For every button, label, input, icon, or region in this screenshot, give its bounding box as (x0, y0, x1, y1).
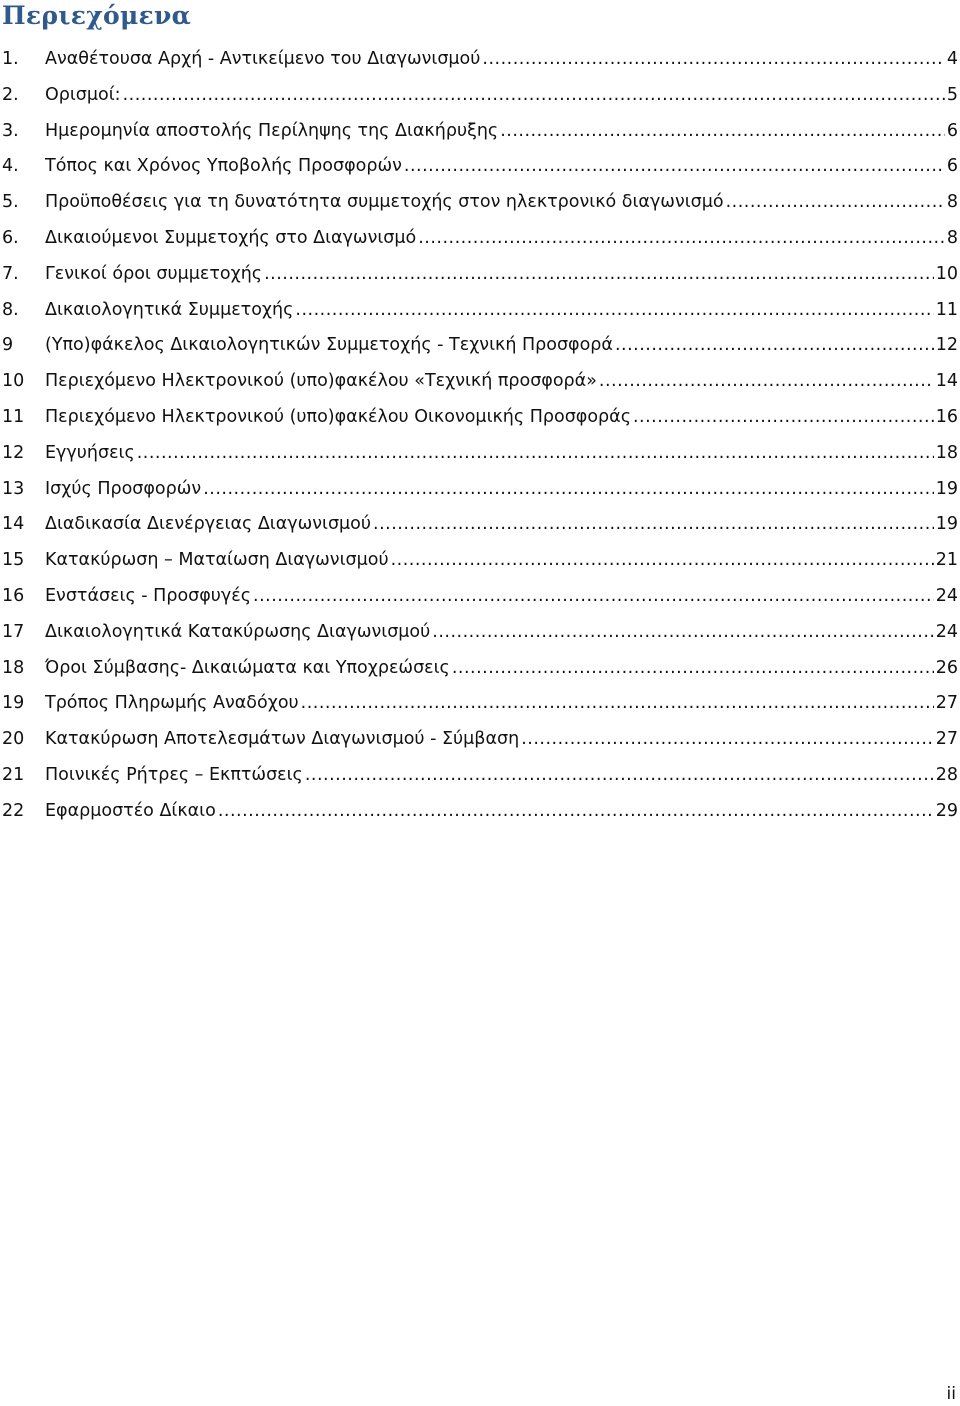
toc-entry-title: Κατακύρωση – Ματαίωση Διαγωνισμού (45, 550, 389, 571)
toc-entry-page: 28 (935, 764, 958, 785)
toc-dot-leader (633, 400, 934, 436)
toc-entry[interactable] (0, 651, 958, 687)
toc-entry-number: 3. (2, 120, 19, 141)
toc-entry-page: 6 (946, 156, 958, 177)
toc-entry-title: Ημερομηνία αποστολής Περίληψης της Διακήρυξης (45, 120, 499, 141)
toc-dot-leader (404, 149, 945, 185)
toc-dot-leader (373, 507, 934, 543)
toc-dot-leader (305, 758, 934, 794)
toc-entry-page: 8 (946, 227, 958, 248)
toc-entry-number: 18 (2, 657, 25, 678)
toc-dot-leader (301, 686, 934, 722)
toc-dot-leader (391, 543, 934, 579)
toc-dot-leader (264, 257, 934, 293)
toc-entry[interactable] (0, 615, 958, 651)
toc-entry-title: Όροι Σύμβασης- Δικαιώματα και Υποχρεώσεις (45, 657, 450, 678)
toc-entry-number: 4. (2, 156, 19, 177)
toc-entry-page: 8 (946, 192, 958, 213)
toc-entry[interactable] (0, 400, 958, 436)
toc-entry-page: 19 (935, 514, 958, 535)
toc-entry-page: 16 (935, 406, 958, 427)
toc-dot-leader (521, 722, 934, 758)
toc-entry-title: Τόπος και Χρόνος Υποβολής Προσφορών (45, 156, 402, 177)
toc-entry-page: 27 (935, 729, 958, 750)
toc-entry-title: Τρόπος Πληρωμής Αναδόχου (45, 693, 299, 714)
toc-entry-page: 14 (935, 371, 958, 392)
toc-entry-number: 8. (2, 299, 19, 320)
toc-entry-number: 6. (2, 227, 19, 248)
toc-entry-number: 12 (2, 442, 25, 463)
toc-entry[interactable] (0, 221, 958, 257)
toc-dot-leader (599, 364, 934, 400)
toc-entry-number: 21 (2, 764, 25, 785)
toc-dot-leader (123, 78, 945, 114)
toc-entry-page: 10 (935, 263, 958, 284)
toc-entry[interactable] (0, 257, 958, 293)
toc-entry-number: 5. (2, 192, 19, 213)
toc-entry-title: Αναθέτουσα Αρχή - Αντικείμενο του Διαγωνισμού (45, 49, 481, 69)
toc-entry[interactable] (0, 543, 958, 579)
toc-entry-page: 24 (935, 621, 958, 642)
toc-entry-number: 17 (2, 621, 25, 642)
toc-entry-title: Εγγυήσεις (45, 442, 135, 463)
toc-dot-leader (203, 472, 934, 508)
page-number: ii (946, 1384, 956, 1404)
toc-entry-title: Ποινικές Ρήτρες – Εκπτώσεις (45, 764, 303, 785)
toc-entry[interactable] (0, 364, 958, 400)
toc-entry-page: 29 (935, 800, 958, 821)
toc-entry-number: 10 (2, 371, 25, 392)
toc-entry-page: 6 (946, 120, 958, 141)
toc-dot-leader (452, 651, 934, 687)
toc-entry[interactable] (0, 114, 958, 150)
toc-entry[interactable] (0, 686, 958, 722)
toc-entry-title: Γενικοί όροι συμμετοχής (45, 263, 263, 284)
toc-dot-leader (253, 579, 934, 615)
toc-entry-title: Ενστάσεις - Προσφυγές (45, 585, 252, 606)
toc-entry-number: 20 (2, 729, 25, 750)
toc-dot-leader (295, 293, 933, 329)
toc-entry-page: 19 (935, 478, 958, 499)
toc-entry-page: 24 (935, 585, 958, 606)
toc-entry-title: Εφαρμοστέο Δίκαιο (45, 800, 216, 821)
toc-entry[interactable] (0, 436, 958, 472)
toc-entry[interactable] (0, 185, 958, 221)
toc-entry-title: Περιεχόμενο Ηλεκτρονικού (υπο)φακέλου Οικονομικής Προσφοράς (45, 406, 631, 427)
toc-heading: Περιεχόμενα (2, 1, 192, 30)
toc-entry-number: 22 (2, 800, 25, 821)
toc-entry-page: 5 (946, 84, 958, 105)
toc-entry-number: 7. (2, 263, 19, 284)
toc-entry-number: 14 (2, 514, 25, 535)
toc-entry-page: 11 (935, 299, 958, 320)
toc-entry-title: Κατακύρωση Αποτελεσμάτων Διαγωνισμού - Σύμβαση (45, 729, 520, 750)
toc-entry[interactable] (0, 794, 958, 830)
toc-entry-page: 26 (935, 657, 958, 678)
toc-dot-leader (615, 328, 934, 364)
toc-dot-leader (418, 221, 945, 257)
toc-dot-leader (218, 794, 934, 830)
toc-entry[interactable] (0, 507, 958, 543)
toc-entry-number: 15 (2, 550, 25, 571)
toc-entry[interactable] (0, 579, 958, 615)
toc-entry-title: Ορισμοί: (45, 84, 121, 105)
toc-entry-title: Δικαιολογητικά Συμμετοχής (45, 299, 294, 320)
toc-dot-leader (137, 436, 934, 472)
toc-dot-leader (432, 615, 933, 651)
toc-entry-number: 11 (2, 406, 25, 427)
toc-entry-title: Δικαιολογητικά Κατακύρωσης Διαγωνισμού (45, 621, 431, 642)
toc-entry-number: 19 (2, 693, 25, 714)
toc-dot-leader (500, 114, 945, 150)
toc-entry-title: Δικαιούμενοι Συμμετοχής στο Διαγωνισμό (45, 227, 417, 248)
toc-entry-page: 12 (935, 335, 958, 356)
toc-entry-number: 2. (2, 84, 19, 105)
toc-entry[interactable] (0, 328, 958, 364)
toc-entry[interactable] (0, 293, 958, 329)
toc-entry[interactable] (0, 42, 958, 78)
toc-entry-page: 21 (935, 550, 958, 571)
toc-entry-page: 27 (935, 693, 958, 714)
toc-entry-page: 4 (946, 49, 958, 69)
toc-entry-title: Προϋποθέσεις για τη δυνατότητα συμμετοχής στον ηλεκτρονικό διαγωνισμό (45, 192, 724, 213)
toc-entry-page: 18 (935, 442, 958, 463)
table-of-contents (0, 42, 958, 830)
toc-entry-number: 16 (2, 585, 25, 606)
toc-entry-number: 1. (2, 49, 19, 69)
toc-dot-leader (726, 185, 945, 221)
toc-entry[interactable] (0, 722, 958, 758)
toc-entry-title: (Υπο)φάκελος Δικαιολογητικών Συμμετοχής - Τεχνική Προσφορά (45, 335, 613, 356)
toc-entry-number: 9 (2, 335, 14, 356)
toc-entry[interactable] (0, 758, 958, 794)
toc-entry[interactable] (0, 472, 958, 508)
toc-entry-title: Διαδικασία Διενέργειας Διαγωνισμού (45, 514, 372, 535)
toc-entry[interactable] (0, 149, 958, 185)
toc-entry-title: Ισχύς Προσφορών (45, 478, 202, 499)
toc-entry[interactable] (0, 78, 958, 114)
toc-entry-number: 13 (2, 478, 25, 499)
toc-dot-leader (482, 42, 944, 78)
toc-entry-title: Περιεχόμενο Ηλεκτρονικού (υπο)φακέλου «Τεχνική προσφορά» (45, 371, 597, 392)
